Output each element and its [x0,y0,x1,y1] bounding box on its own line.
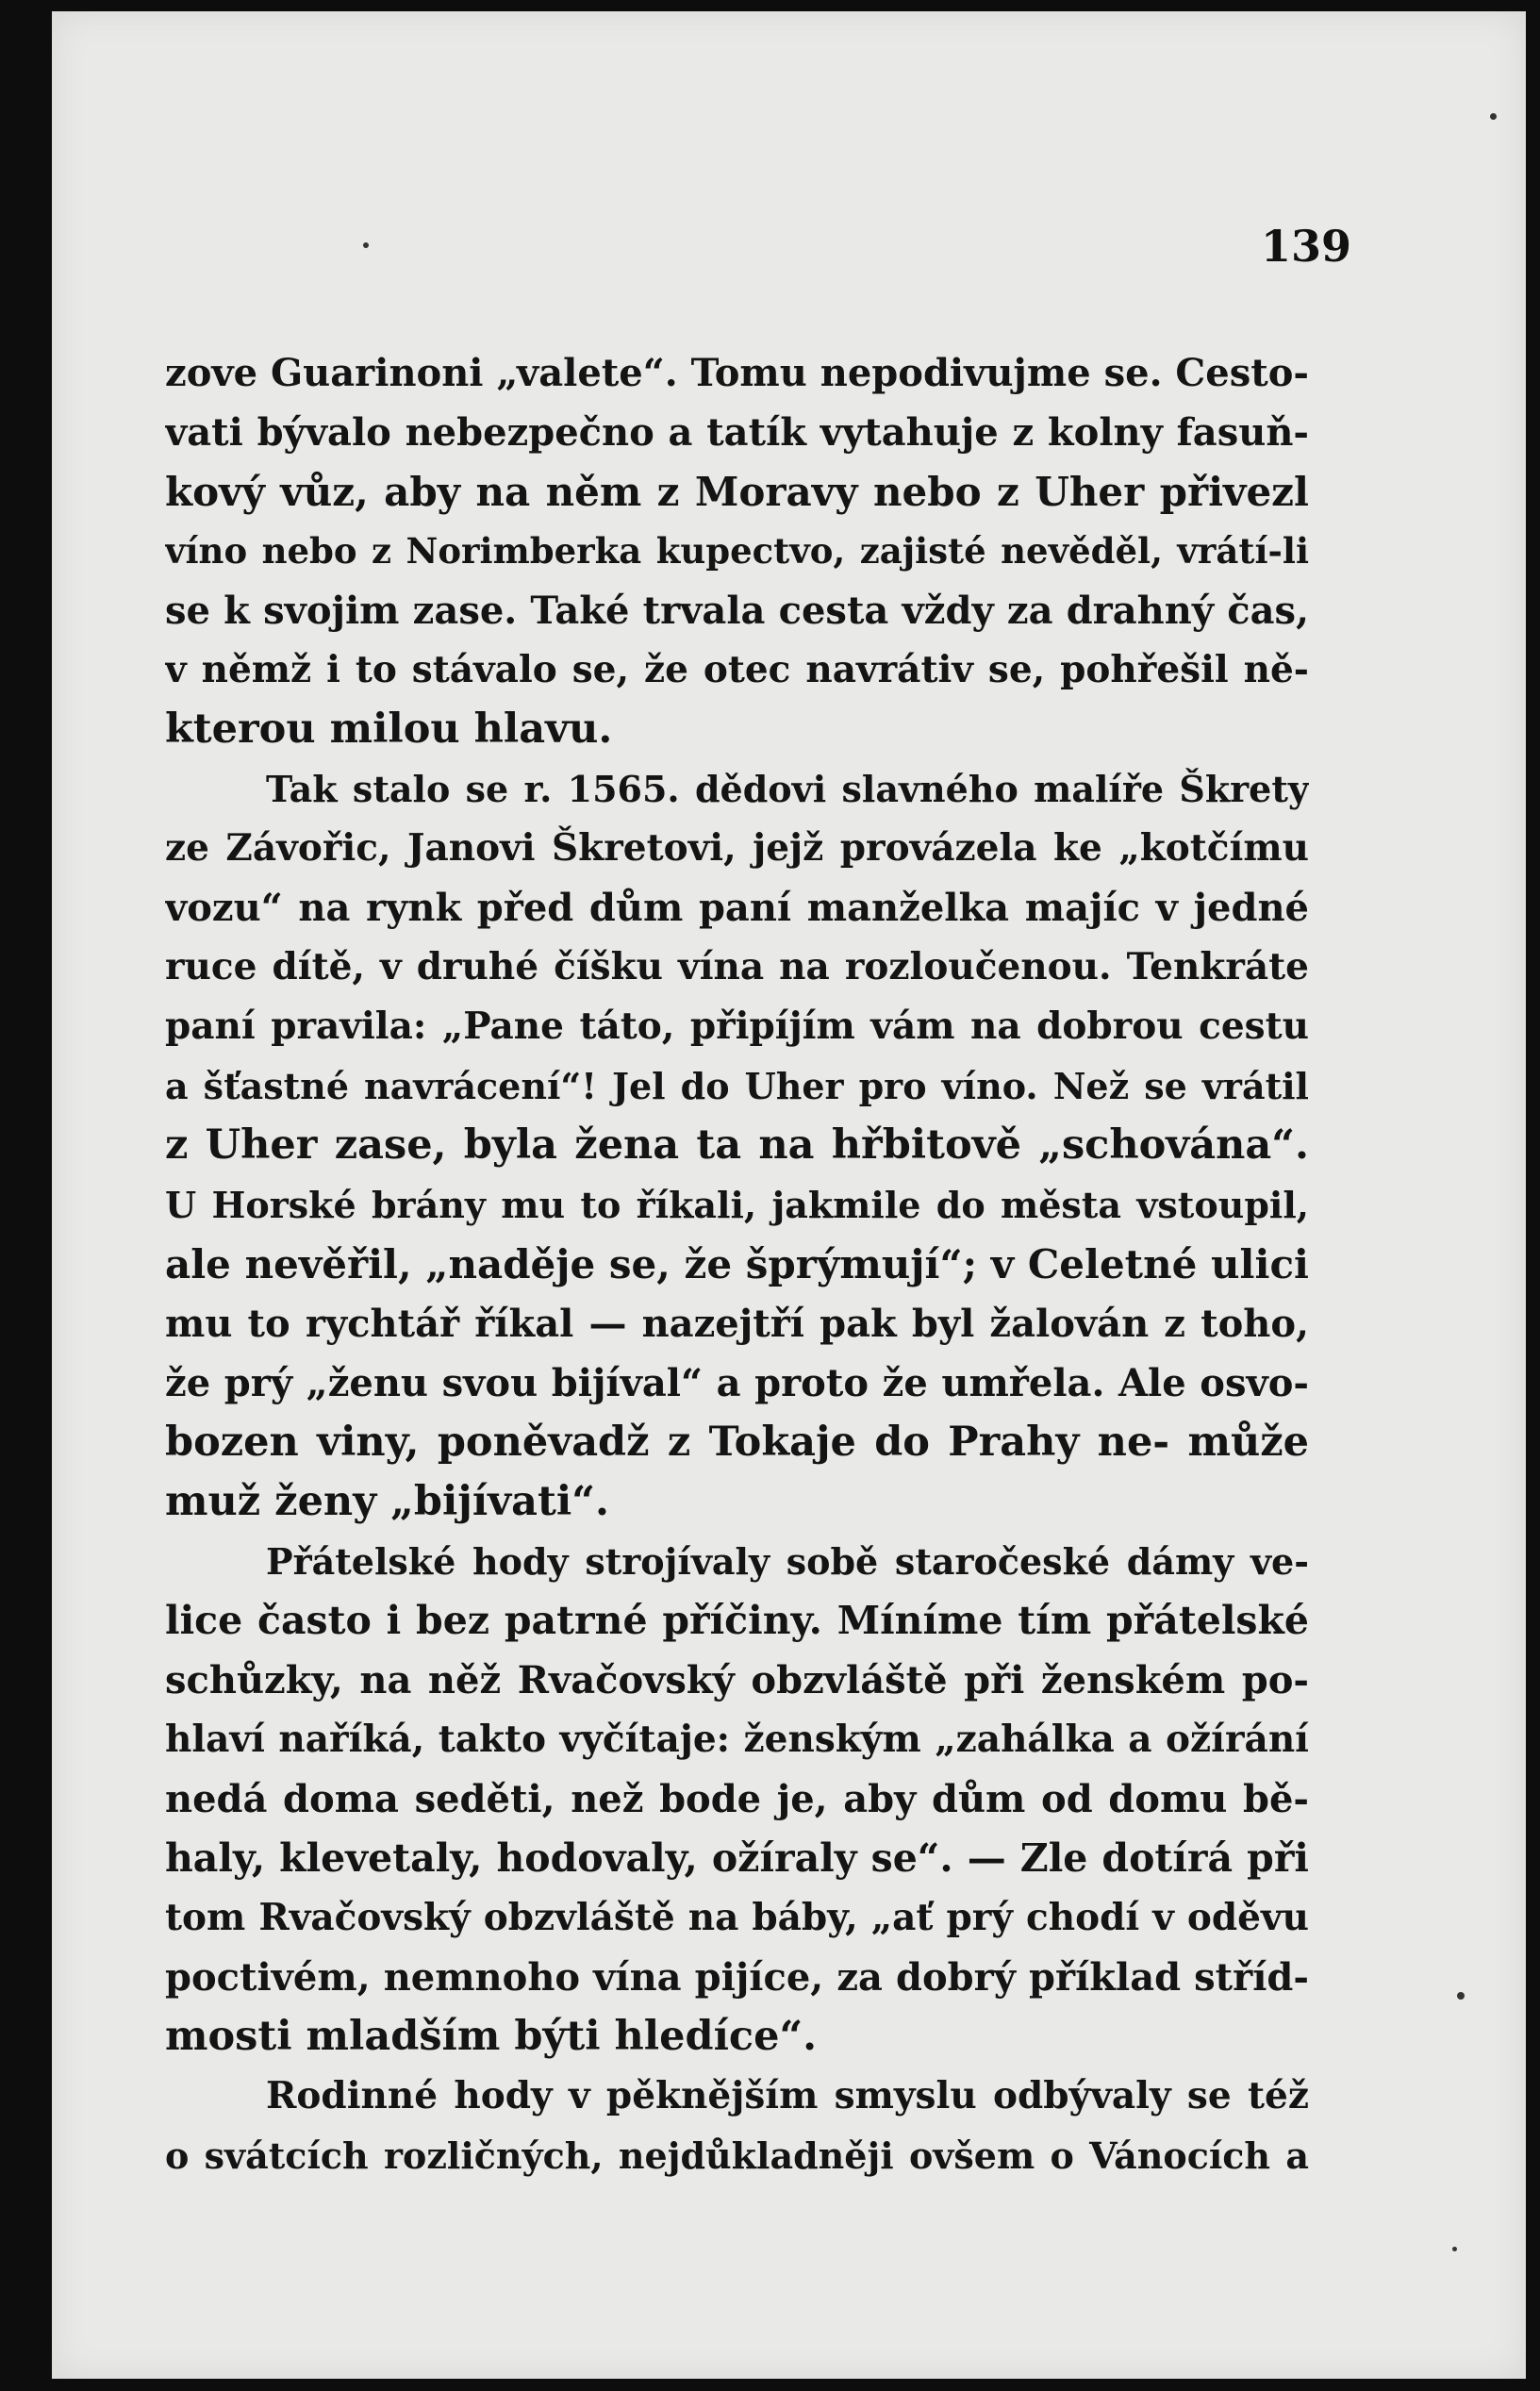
text-line: lice často i bez patrné příčiny. Míníme tím přátelské [165,1598,1309,1643]
text-line: muž ženy „bijívati“. [165,1478,609,1525]
text-line: se k svojim zase. Také trvala cesta vždy za drahný čas, [165,589,1309,633]
body-text [165,343,1309,2185]
paper-speck [363,242,369,248]
text-line: hlaví naříká, takto vyčítaje: ženským „zahálka a ožírání [165,1718,1309,1761]
text-line: Rodinné hody v pěknějším smyslu odbývaly se též [266,2074,1309,2117]
text-line: vati bývalo nebezpečno a tatík vytahuje z kolny fasuň- [165,410,1309,455]
text-line: U Horské brány mu to říkali, jakmile do města vstoupil, [165,1184,1309,1226]
text-line: poctivém, nemnoho vína pijíce, za dobrý příklad stříd- [165,1955,1309,2000]
text-line: mosti mladším býti hledíce“. [165,2013,818,2060]
text-line: zove Guarinoni „valete“. Tomu nepodivujme se. Cesto- [165,351,1309,395]
text-line: vozu“ na rynk před dům paní manželka majíc v jedné [165,886,1309,930]
text-line: víno nebo z Norimberka kupectvo, zajisté nevěděl, vrátí-li [165,530,1309,572]
text-line: haly, klevetaly, hodovaly, ožíraly se“. — Zle dotírá při [165,1835,1309,1881]
text-line: Přátelské hody strojívaly sobě staročeské dámy ve- [266,1540,1309,1583]
text-line: kový vůz, aby na něm z Moravy nebo z Uher přivezl [165,469,1309,515]
text-line: bozen viny, poněvadž z Tokaje do Prahy ne- může [165,1419,1309,1466]
page-number: 139 [1260,221,1351,272]
text-line: paní pravila: „Pane táto, připíjím vám na dobrou cestu [165,1005,1309,1048]
text-line: ale nevěřil, „naděje se, že šprýmují“; v Celetné ulici [165,1241,1309,1287]
text-line: tom Rvačovský obzvláště na báby, „ať prý chodí v oděvu [165,1896,1309,1939]
paper-speck [1490,113,1497,120]
text-line: schůzky, na něž Rvačovský obzvláště při ženském po- [165,1658,1309,1702]
text-line: a šťastné navrácení“! Jel do Uher pro víno. Než se vrátil [165,1065,1309,1107]
text-line: o svátcích rozličných, nejdůkladněji ovšem o Vánocích a [165,2134,1309,2177]
paper-speck [1452,2247,1457,2251]
text-line: Tak stalo se r. 1565. dědovi slavného malíře Škrety [266,768,1309,810]
book-page [52,11,1526,2379]
text-line: z Uher zase, byla žena ta na hřbitově „schována“. [165,1121,1309,1169]
text-line: nedá doma seděti, než bode je, aby dům od domu bě- [165,1777,1309,1821]
text-line: v němž i to stávalo se, že otec navrátiv se, pohřešil ně- [165,648,1309,691]
text-line: kterou milou hlavu. [165,706,613,753]
paper-speck [1457,1992,1465,2000]
text-line: ze Závořic, Janovi Škretovi, jejž provázela ke „kotčímu [165,826,1309,870]
text-line: že prý „ženu svou bijíval“ a proto že umřela. Ale osvo- [165,1361,1309,1405]
text-line: ruce dítě, v druhé číšku vína na rozloučenou. Tenkráte [165,945,1309,988]
text-line: mu to rychtář říkal — nazejtří pak byl žalován z toho, [165,1302,1309,1346]
